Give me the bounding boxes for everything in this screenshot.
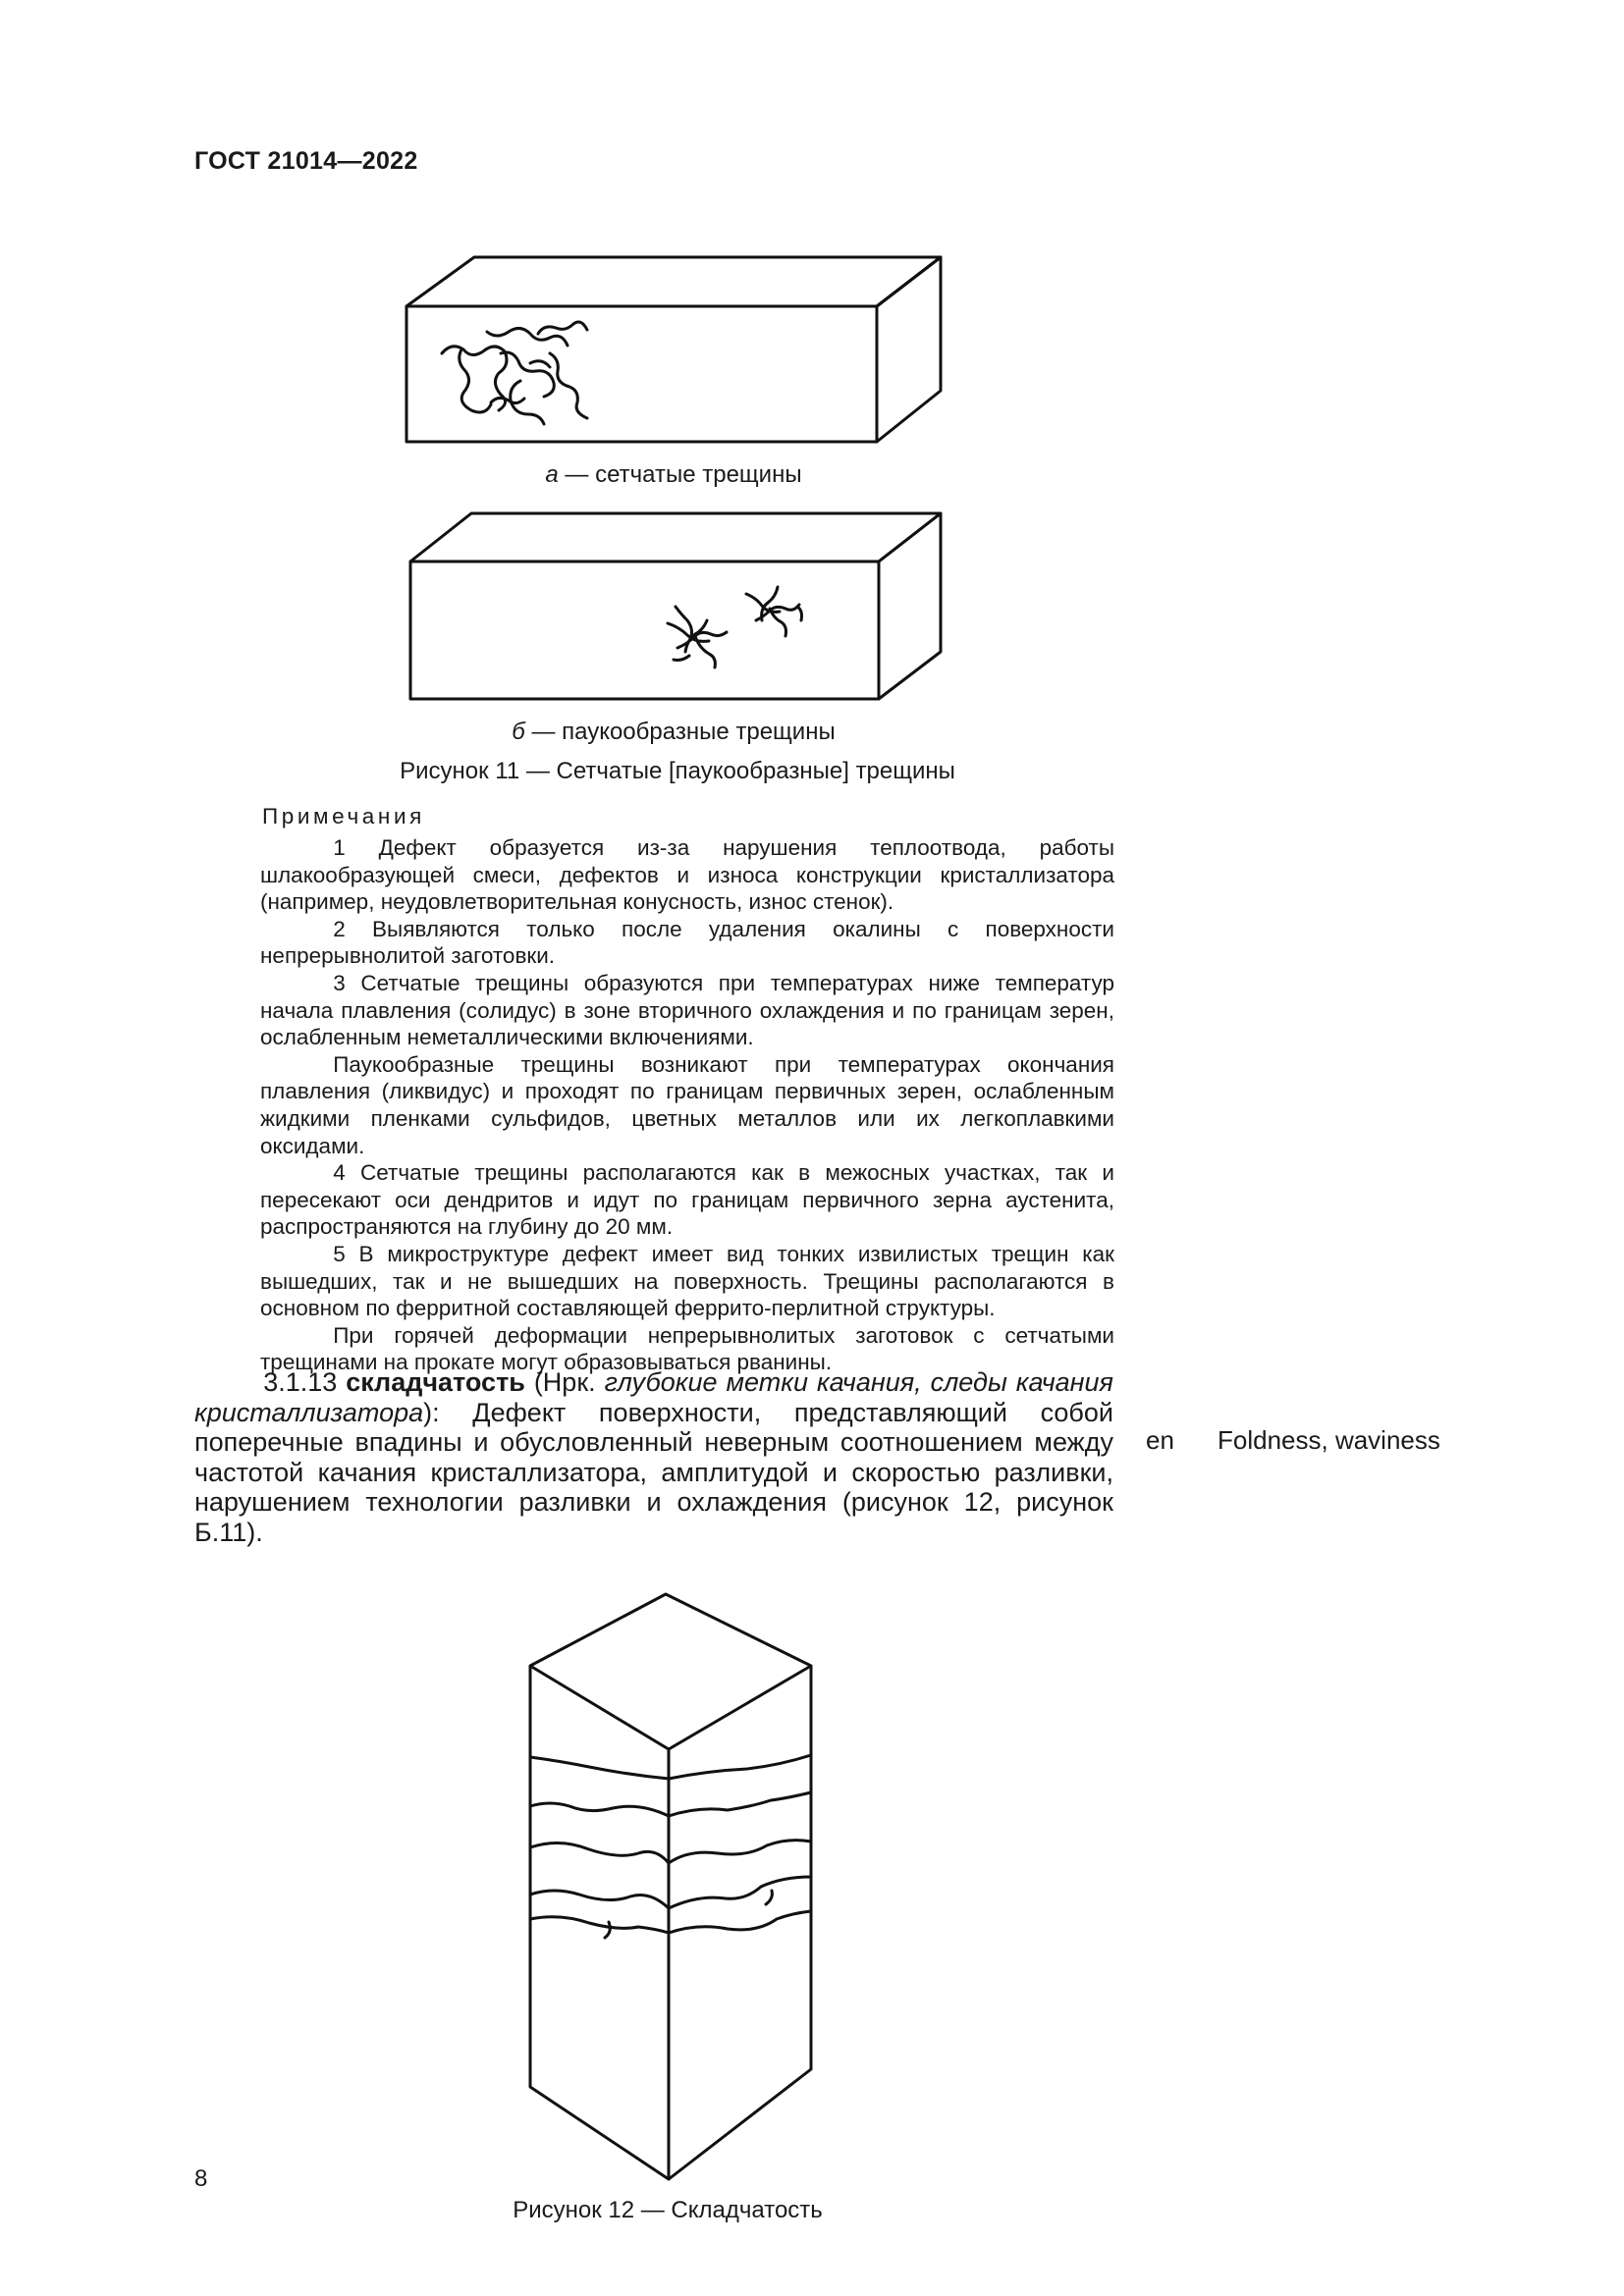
figure-11a-caption: а — сетчатые трещины — [545, 461, 802, 488]
note-4: 4 Сетчатые трещины располагаются как в межосных участках, так и пересекают оси дендритов и идут по границам первичного зерна аустенита, распространяются на глубину до 20 мм. — [260, 1160, 1114, 1240]
term-definition: 3.1.13 складчатость (Нрк. глубокие метки качания, следы качания кристаллизатора): Дефект поверхности, представляющий собой поперечные впадины и обусловленный неверным соотношением между частотой качания кристаллизатора, амплитудой и скоростью разливки, нарушением технологии разливки и охлаждения (рисунок 12, рисунок Б.11). — [194, 1367, 1113, 1547]
note-2: 2 Выявляются только после удаления окалины с поверхности непрерывнолитой заготовки. — [260, 916, 1114, 969]
note-3-continued: Паукообразные трещины возникают при температурах окончания плавления (ликвидус) и проходят по границам первичных зерен, ослабленным жидкими пленками сульфидов, цветных металлов или их легкоплавкими оксидами. — [260, 1051, 1114, 1158]
fold-lines-marks — [530, 1755, 811, 1938]
notes-title: Примечания — [262, 804, 425, 828]
note-5-continued: При горячей деформации непрерывнолитых заготовок с сетчатыми трещинами на прокате могут образовываться рванины. — [260, 1322, 1114, 1375]
note-3: 3 Сетчатые трещины образуются при температурах ниже температур начала плавления (солидус) в зоне вторичного охлаждения и по границам зерен, ослабленным неметаллическими включениями. — [260, 970, 1114, 1050]
network-cracks-marks — [442, 322, 587, 424]
term-number: 3.1.13 — [263, 1367, 347, 1397]
document-header: ГОСТ 21014—2022 — [194, 147, 418, 175]
language-tag: en — [1146, 1425, 1174, 1455]
figure-11b-caption: б — паукообразные трещины — [512, 719, 836, 745]
term-name: складчатость — [346, 1367, 525, 1397]
figure-12-caption: Рисунок 12 — Складчатость — [513, 2197, 823, 2223]
note-5: 5 В микроструктуре дефект имеет вид тонких извилистых трещин как вышедших, так и не вышедших на поверхность. Трещины располагаются в основном по ферритной составляющей феррито-перлитной структуры. — [260, 1241, 1114, 1321]
english-term: Foldness, waviness — [1218, 1425, 1440, 1455]
notes-body — [260, 834, 1114, 1376]
page-number: 8 — [194, 2165, 208, 2192]
term-definition-text: ): Дефект поверхности, представляющий собой поперечные впадины и обусловленный неверным соотношением между частотой качания кристаллизатора, амплитудой и скоростью разливки, нарушением технологии разливки и охлаждения (рисунок 12, рисунок Б.11). — [194, 1397, 1113, 1547]
deprecated-terms: глубокие метки качания, следы качания кристаллизатора — [194, 1367, 1113, 1427]
note-1: 1 Дефект образуется из-за нарушения теплоотвода, работы шлакообразующей смеси, дефектов и износа конструкции кристаллизатора (например, неудовлетворительная конусность, износ стенок). — [260, 835, 1114, 915]
figure-11-caption: Рисунок 11 — Сетчатые [паукообразные] трещины — [400, 758, 955, 784]
spider-cracks-marks — [668, 587, 802, 667]
